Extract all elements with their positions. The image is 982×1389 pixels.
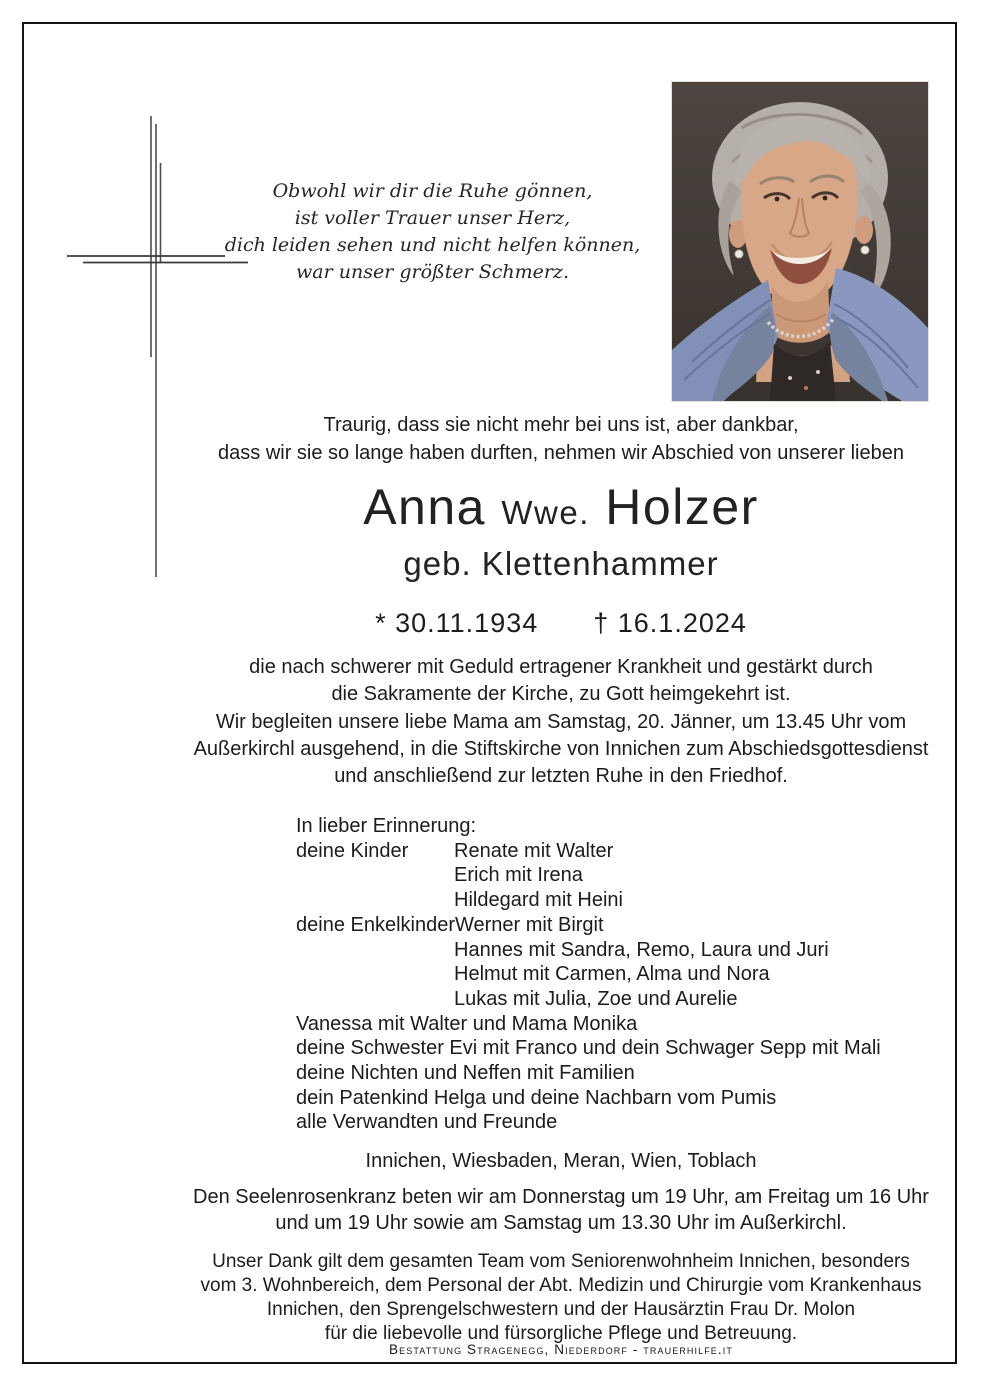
family-row	[296, 913, 936, 938]
funeral-home-credit: Bestattung Stragenegg, Niederdorf - trauerhilfe.it	[389, 1342, 733, 1357]
thanks-line: Innichen, den Sprengelschwestern und der Hausärztin Frau Dr. Molon	[266, 1299, 856, 1320]
memorial-poem	[155, 178, 710, 286]
funeral-announcement	[140, 709, 982, 790]
family-line: deine Nichten und Neffen mit Familien	[296, 1062, 635, 1085]
thanks-line: für die liebevolle und fürsorgliche Pflege und Betreuung.	[324, 1323, 798, 1344]
family-row-name: Erich mit Irena	[454, 864, 583, 887]
thanks-line: vom 3. Wohnbereich, dem Personal der Abt. Medizin und Chirurgie vom Krankenhaus	[200, 1275, 922, 1296]
intro-line: Traurig, dass sie nicht mehr bei uns ist, aber dankbar,	[323, 414, 799, 436]
family-line: Vanessa mit Walter und Mama Monika	[296, 1012, 638, 1035]
family-row-name: Werner mit Birgit	[455, 913, 604, 936]
rosary-announcement	[140, 1184, 982, 1236]
family-row-name: Hannes mit Sandra, Remo, Laura und Juri	[454, 938, 829, 961]
rosary-line: und um 19 Uhr sowie am Samstag um 13.30 Uhr im Außerkirchl.	[275, 1212, 847, 1234]
family-row	[296, 987, 936, 1012]
poem-line: ist voller Trauer unser Herz,	[294, 207, 571, 229]
poem-line: war unser größter Schmerz.	[296, 261, 569, 283]
passing-line: die nach schwerer mit Geduld ertragener Krankheit und gestärkt durch	[249, 656, 873, 678]
last-name: Holzer	[605, 479, 759, 535]
poem-line: Obwohl wir dir die Ruhe gönnen,	[272, 180, 593, 202]
family-row-name: Lukas mit Julia, Zoe und Aurelie	[454, 987, 738, 1010]
poem-line: dich leiden sehen und nicht helfen können,	[224, 234, 641, 256]
maiden-name: geb. Klettenhammer	[403, 545, 719, 582]
portrait-photo	[672, 82, 928, 401]
first-name: Anna	[363, 479, 486, 535]
life-dates	[140, 608, 982, 639]
family-line: deine Schwester Evi mit Franco und dein Schwager Sepp mit Mali	[296, 1037, 881, 1060]
deceased-name-block	[140, 478, 982, 586]
funeral-line: Außerkirchl ausgehend, in die Stiftskirche von Innichen zum Abschiedsgottesdienst	[193, 738, 929, 760]
intro-text	[140, 411, 982, 467]
widow-title: Wwe.	[501, 494, 590, 531]
remembrance-heading: In lieber Erinnerung:	[296, 815, 477, 837]
thanks-text	[140, 1250, 982, 1346]
deceased-name	[140, 478, 982, 542]
passing-line: die Sakramente der Kirche, zu Gott heimgekehrt ist.	[331, 683, 791, 705]
family-row	[296, 839, 936, 864]
passing-text	[140, 654, 982, 708]
family-row-name: Renate mit Walter	[454, 839, 614, 862]
family-row-label: deine Enkelkinder	[296, 913, 455, 936]
places-line: Innichen, Wiesbaden, Meran, Wien, Toblach	[365, 1150, 757, 1172]
rosary-line: Den Seelenrosenkranz beten wir am Donnerstag um 19 Uhr, am Freitag um 16 Uhr	[193, 1186, 929, 1208]
funeral-line: Wir begleiten unsere liebe Mama am Samstag, 20. Jänner, um 13.45 Uhr vom	[215, 711, 907, 733]
family-row	[296, 938, 936, 963]
family-row	[296, 962, 936, 987]
family-row	[296, 888, 936, 913]
family-row-name: Helmut mit Carmen, Alma und Nora	[454, 963, 770, 986]
funeral-line: und anschließend zur letzten Ruhe in den Friedhof.	[334, 765, 788, 787]
death-date: † 16.1.2024	[593, 608, 747, 638]
intro-line: dass wir sie so lange haben durften, nehmen wir Abschied von unserer lieben	[218, 442, 904, 464]
family-row-name: Hildegard mit Heini	[454, 889, 623, 912]
family-row-label: deine Kinder	[296, 839, 409, 862]
birth-date: * 30.11.1934	[375, 608, 539, 638]
family-line: alle Verwandten und Freunde	[296, 1111, 558, 1134]
family-row	[296, 863, 936, 888]
thanks-line: Unser Dank gilt dem gesamten Team vom Seniorenwohnheim Innichen, besonders	[212, 1251, 910, 1272]
remembrance-list	[296, 814, 936, 1135]
family-line: dein Patenkind Helga und deine Nachbarn vom Pumis	[296, 1086, 777, 1109]
